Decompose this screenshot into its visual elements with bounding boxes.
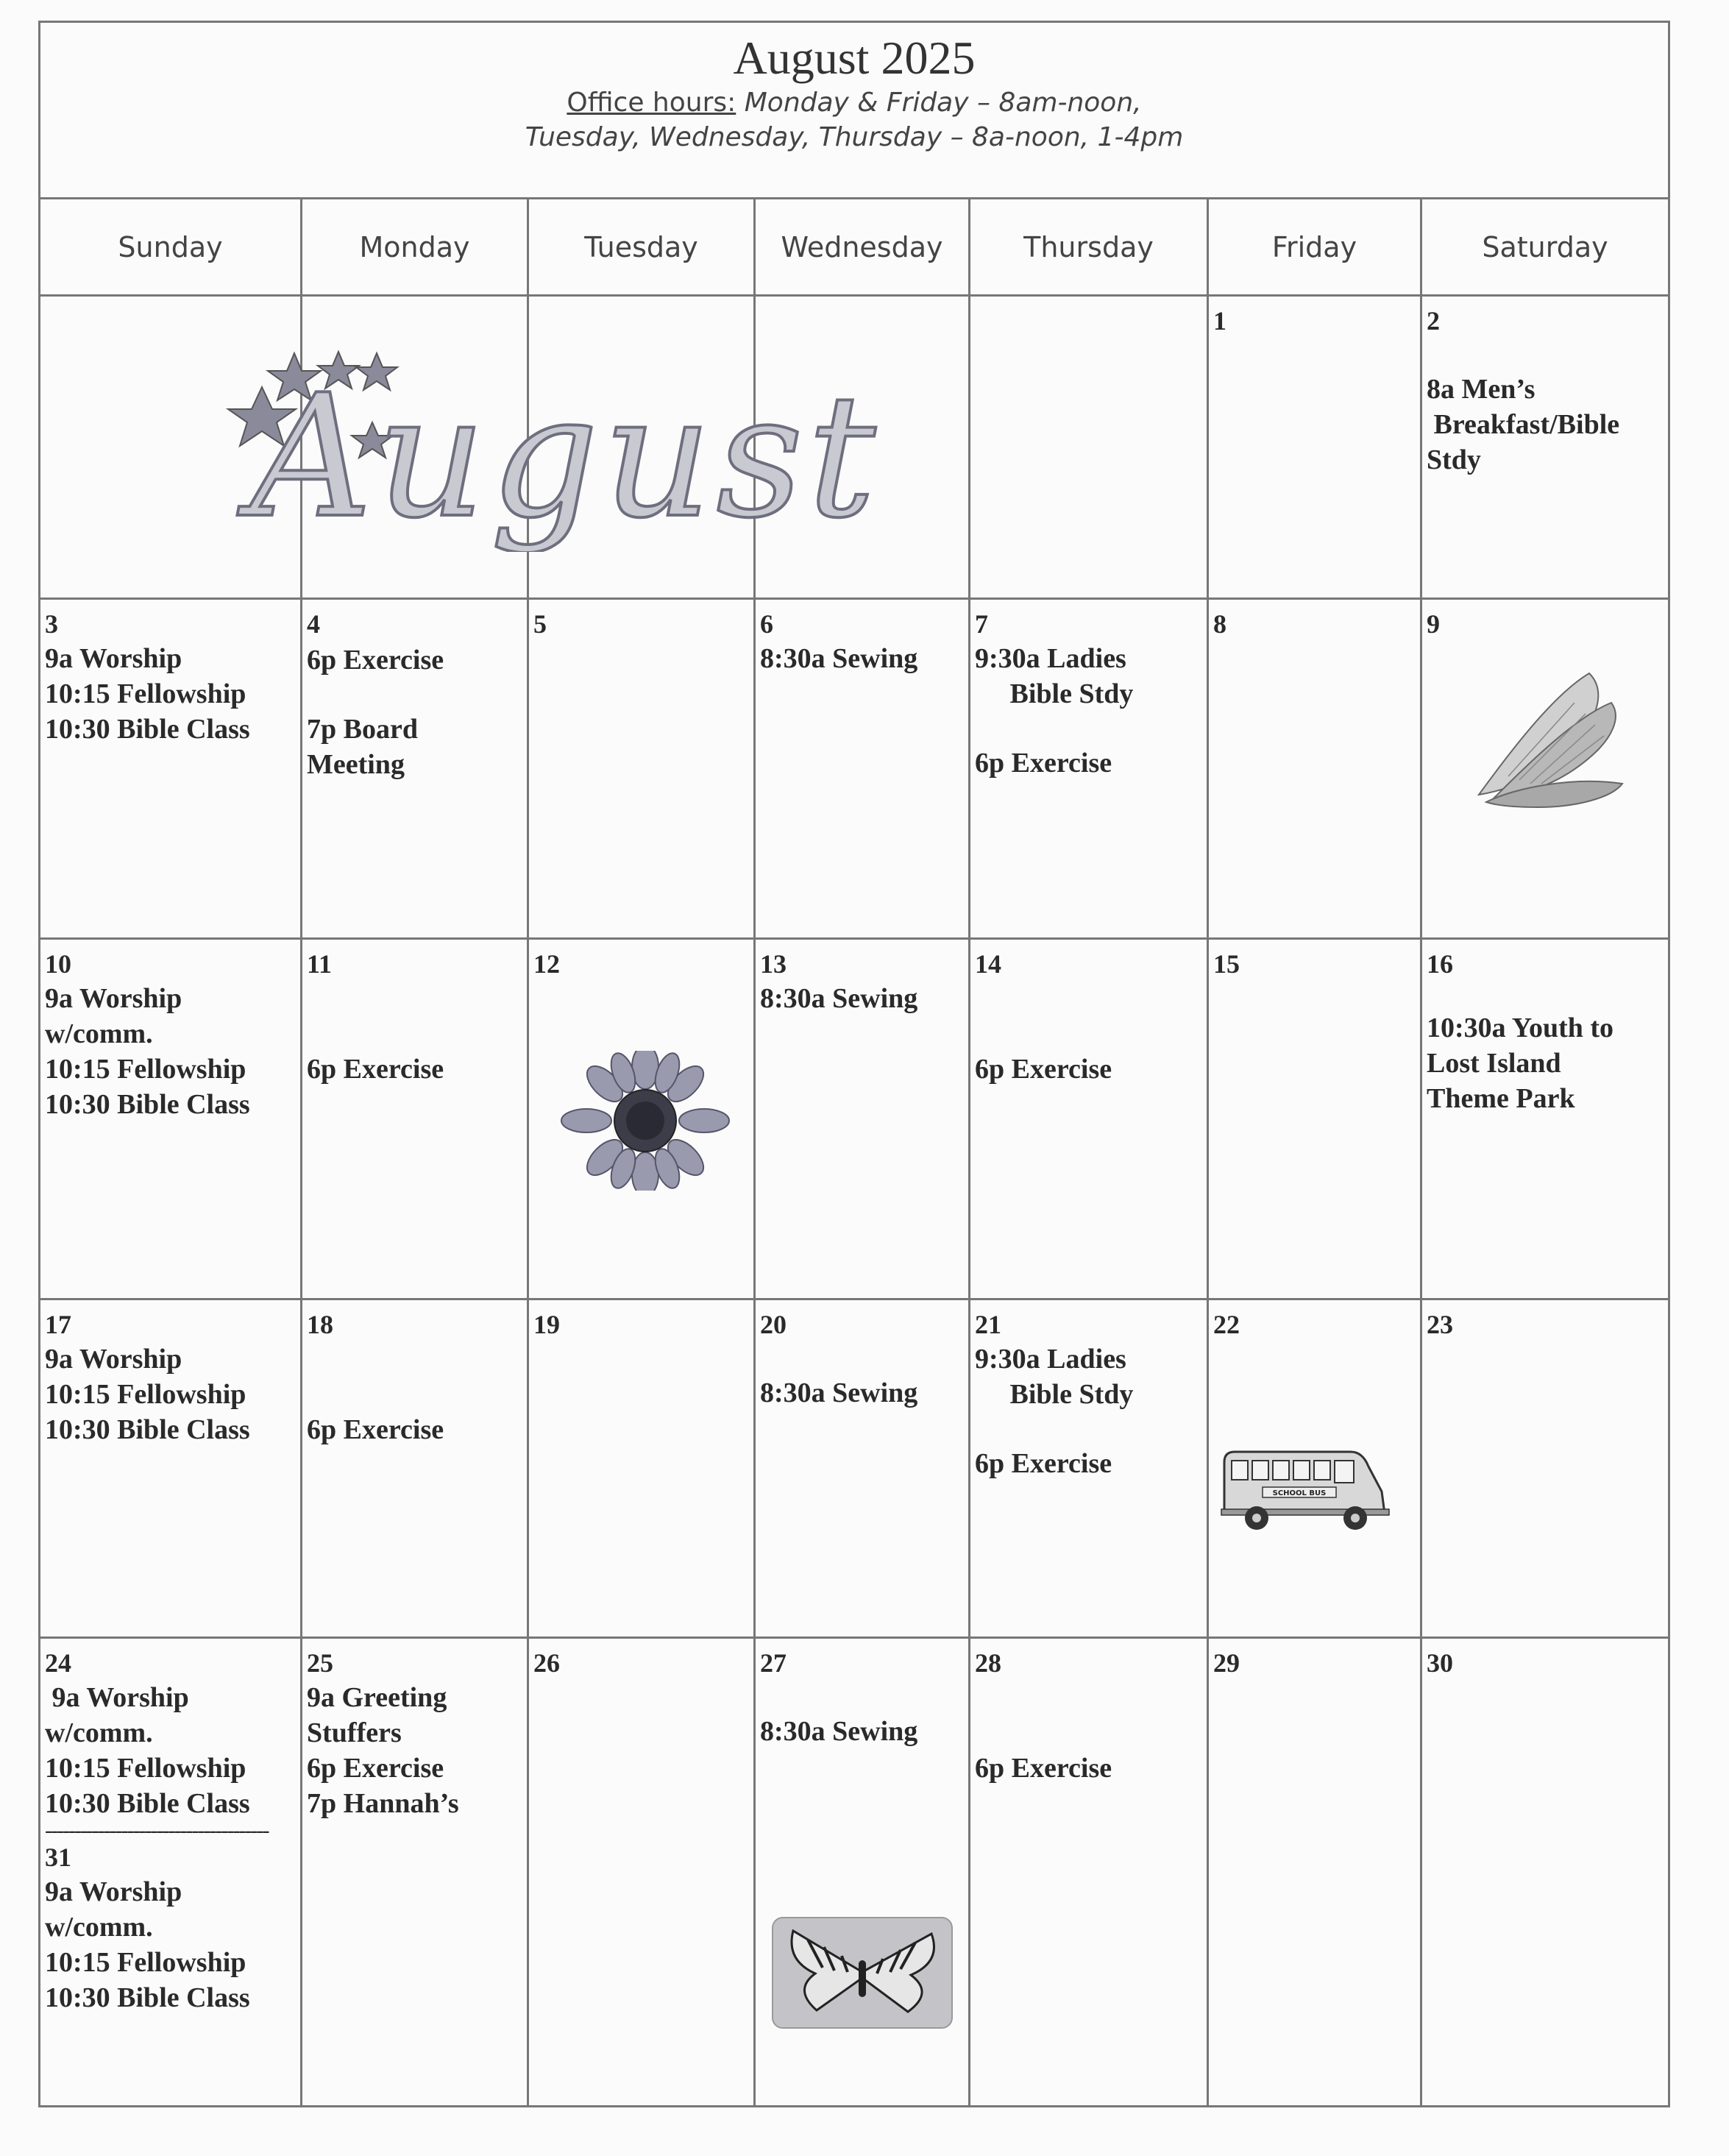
event: Bible Stdy bbox=[975, 1379, 1134, 1410]
day-cell[interactable] bbox=[1422, 297, 1668, 597]
day-number: 1 bbox=[1213, 306, 1226, 336]
event: Theme Park bbox=[1427, 1083, 1575, 1114]
day-cell[interactable] bbox=[1422, 1300, 1668, 1636]
day-number: 2 bbox=[1427, 306, 1440, 336]
dayname-sunday: Sunday bbox=[118, 231, 223, 263]
day-number: 3 bbox=[45, 609, 58, 639]
event: 7p Hannah’s bbox=[307, 1788, 459, 1819]
day-number: 4 bbox=[307, 609, 320, 639]
day-number: 23 bbox=[1427, 1310, 1453, 1339]
event: 9a Worship bbox=[45, 643, 182, 674]
bus-label: SCHOOL BUS bbox=[1272, 1489, 1327, 1497]
office-hours-line1: Monday & Friday – 8am-noon, bbox=[744, 88, 1142, 118]
day-number: 10 bbox=[45, 949, 71, 979]
day-number: 7 bbox=[975, 609, 988, 639]
day-number: 24 bbox=[45, 1648, 71, 1678]
corn-icon bbox=[1464, 666, 1633, 813]
event: 9:30a Ladies bbox=[975, 643, 1126, 674]
day-number: 18 bbox=[307, 1310, 333, 1339]
day-number: 15 bbox=[1213, 949, 1240, 979]
event: 7p Board bbox=[307, 714, 418, 745]
dayname-saturday: Saturday bbox=[1482, 231, 1608, 263]
day-number: 13 bbox=[760, 949, 787, 979]
day-cell[interactable] bbox=[756, 1300, 968, 1636]
event: w/comm. bbox=[45, 1018, 153, 1049]
calendar-title: August 2025 bbox=[733, 32, 976, 84]
dayname-tuesday: Tuesday bbox=[584, 231, 698, 263]
event: Breakfast/Bible bbox=[1427, 409, 1620, 440]
day-number: 14 bbox=[975, 949, 1001, 979]
butterfly-icon bbox=[771, 1916, 954, 2029]
day-cell[interactable] bbox=[302, 600, 527, 937]
day-cell[interactable] bbox=[1422, 1639, 1668, 2105]
event: 6p Exercise bbox=[307, 645, 444, 675]
office-hours bbox=[38, 85, 1670, 155]
day-number: 29 bbox=[1213, 1648, 1240, 1678]
day-cell[interactable] bbox=[970, 600, 1207, 937]
event: Meeting bbox=[307, 749, 405, 780]
day-number: 19 bbox=[533, 1310, 560, 1339]
event: 10:15 Fellowship bbox=[45, 678, 246, 709]
event: 9a Worship bbox=[45, 1876, 182, 1907]
event: 10:30 Bible Class bbox=[45, 1089, 250, 1120]
event: 6p Exercise bbox=[975, 1448, 1112, 1479]
day-cell[interactable] bbox=[1209, 600, 1420, 937]
day-number: 9 bbox=[1427, 609, 1440, 639]
event: 9:30a Ladies bbox=[975, 1344, 1126, 1375]
event: 10:30a Youth to bbox=[1427, 1013, 1614, 1043]
day-cell[interactable] bbox=[40, 1300, 300, 1636]
day-cell[interactable] bbox=[970, 940, 1207, 1298]
day-number: 20 bbox=[760, 1310, 787, 1339]
day-number: 31 bbox=[45, 1843, 71, 1872]
day-cell[interactable] bbox=[1209, 1639, 1420, 2105]
school-bus-icon bbox=[1218, 1446, 1392, 1537]
event: Bible Stdy bbox=[975, 678, 1134, 709]
day-cell[interactable] bbox=[756, 1639, 968, 2105]
day-cell[interactable] bbox=[1209, 940, 1420, 1298]
event: 8:30a Sewing bbox=[760, 1716, 918, 1747]
event: 6p Exercise bbox=[307, 1753, 444, 1784]
august-banner-text: August bbox=[250, 359, 881, 552]
event: Stdy bbox=[1427, 444, 1481, 475]
day-cell[interactable] bbox=[756, 940, 968, 1298]
event: 10:15 Fellowship bbox=[45, 1753, 246, 1784]
day-cell[interactable] bbox=[302, 940, 527, 1298]
august-banner bbox=[221, 346, 1045, 552]
calendar-header bbox=[38, 21, 1670, 199]
day-number: 12 bbox=[533, 949, 560, 979]
day-cell[interactable] bbox=[529, 600, 753, 937]
day-cell[interactable] bbox=[529, 1639, 753, 2105]
event: w/comm. bbox=[45, 1912, 153, 1943]
office-hours-line2: Tuesday, Wednesday, Thursday – 8a-noon, 1-4pm bbox=[525, 122, 1184, 152]
day-cell[interactable] bbox=[40, 1639, 300, 2105]
event: 6p Exercise bbox=[975, 1753, 1112, 1784]
event: 8:30a Sewing bbox=[760, 643, 918, 674]
event: 10:30 Bible Class bbox=[45, 1414, 250, 1445]
event: 9a Worship bbox=[45, 1344, 182, 1375]
event: 6p Exercise bbox=[975, 748, 1112, 779]
day-number: 16 bbox=[1427, 949, 1453, 979]
event: 9a Greeting bbox=[307, 1682, 447, 1713]
event: Lost Island bbox=[1427, 1048, 1561, 1079]
event: 9a Worship bbox=[45, 1682, 189, 1713]
day-cell[interactable] bbox=[529, 1300, 753, 1636]
day-number: 27 bbox=[760, 1648, 787, 1678]
day-cell[interactable] bbox=[756, 600, 968, 937]
day-cell[interactable] bbox=[970, 1300, 1207, 1636]
day-number: 25 bbox=[307, 1648, 333, 1678]
event: 10:15 Fellowship bbox=[45, 1947, 246, 1978]
day-cell[interactable] bbox=[40, 600, 300, 937]
day-cell[interactable] bbox=[302, 1300, 527, 1636]
event: 10:30 Bible Class bbox=[45, 1982, 250, 2013]
dayname-monday: Monday bbox=[359, 231, 470, 263]
event: 8:30a Sewing bbox=[760, 983, 918, 1014]
day-number: 22 bbox=[1213, 1310, 1240, 1339]
event: 10:30 Bible Class bbox=[45, 714, 250, 745]
day-cell[interactable] bbox=[302, 1639, 527, 2105]
day-number: 17 bbox=[45, 1310, 71, 1339]
event: Stuffers bbox=[307, 1717, 402, 1748]
day-cell[interactable] bbox=[40, 940, 300, 1298]
day-number: 30 bbox=[1427, 1648, 1453, 1678]
day-cell[interactable] bbox=[1209, 297, 1420, 597]
event: 10:30 Bible Class bbox=[45, 1788, 250, 1819]
event: 6p Exercise bbox=[307, 1054, 444, 1085]
day-number: 6 bbox=[760, 609, 773, 639]
dayname-thursday: Thursday bbox=[1023, 231, 1154, 263]
dayname-friday: Friday bbox=[1271, 231, 1357, 263]
event: 6p Exercise bbox=[975, 1054, 1112, 1085]
event: 9a Worship bbox=[45, 983, 182, 1014]
day-number: 8 bbox=[1213, 609, 1226, 639]
event: 6p Exercise bbox=[307, 1414, 444, 1445]
dayname-wednesday: Wednesday bbox=[781, 231, 943, 263]
event: 8a Men’s bbox=[1427, 374, 1535, 405]
day-number: 11 bbox=[307, 949, 333, 979]
event: w/comm. bbox=[45, 1717, 153, 1748]
day-cell[interactable] bbox=[1422, 940, 1668, 1298]
event: 10:15 Fellowship bbox=[45, 1054, 246, 1085]
event: 8:30a Sewing bbox=[760, 1377, 918, 1408]
office-hours-label: Office hours: bbox=[567, 88, 736, 118]
day-number: 28 bbox=[975, 1648, 1001, 1678]
sunflower-icon bbox=[553, 1051, 737, 1191]
event: 10:15 Fellowship bbox=[45, 1379, 246, 1410]
day-cell[interactable] bbox=[970, 1639, 1207, 2105]
day-number: 21 bbox=[975, 1310, 1001, 1339]
day-number: 26 bbox=[533, 1648, 560, 1678]
divider: -------------------------------------- bbox=[45, 1821, 269, 1840]
day-number: 5 bbox=[533, 609, 547, 639]
